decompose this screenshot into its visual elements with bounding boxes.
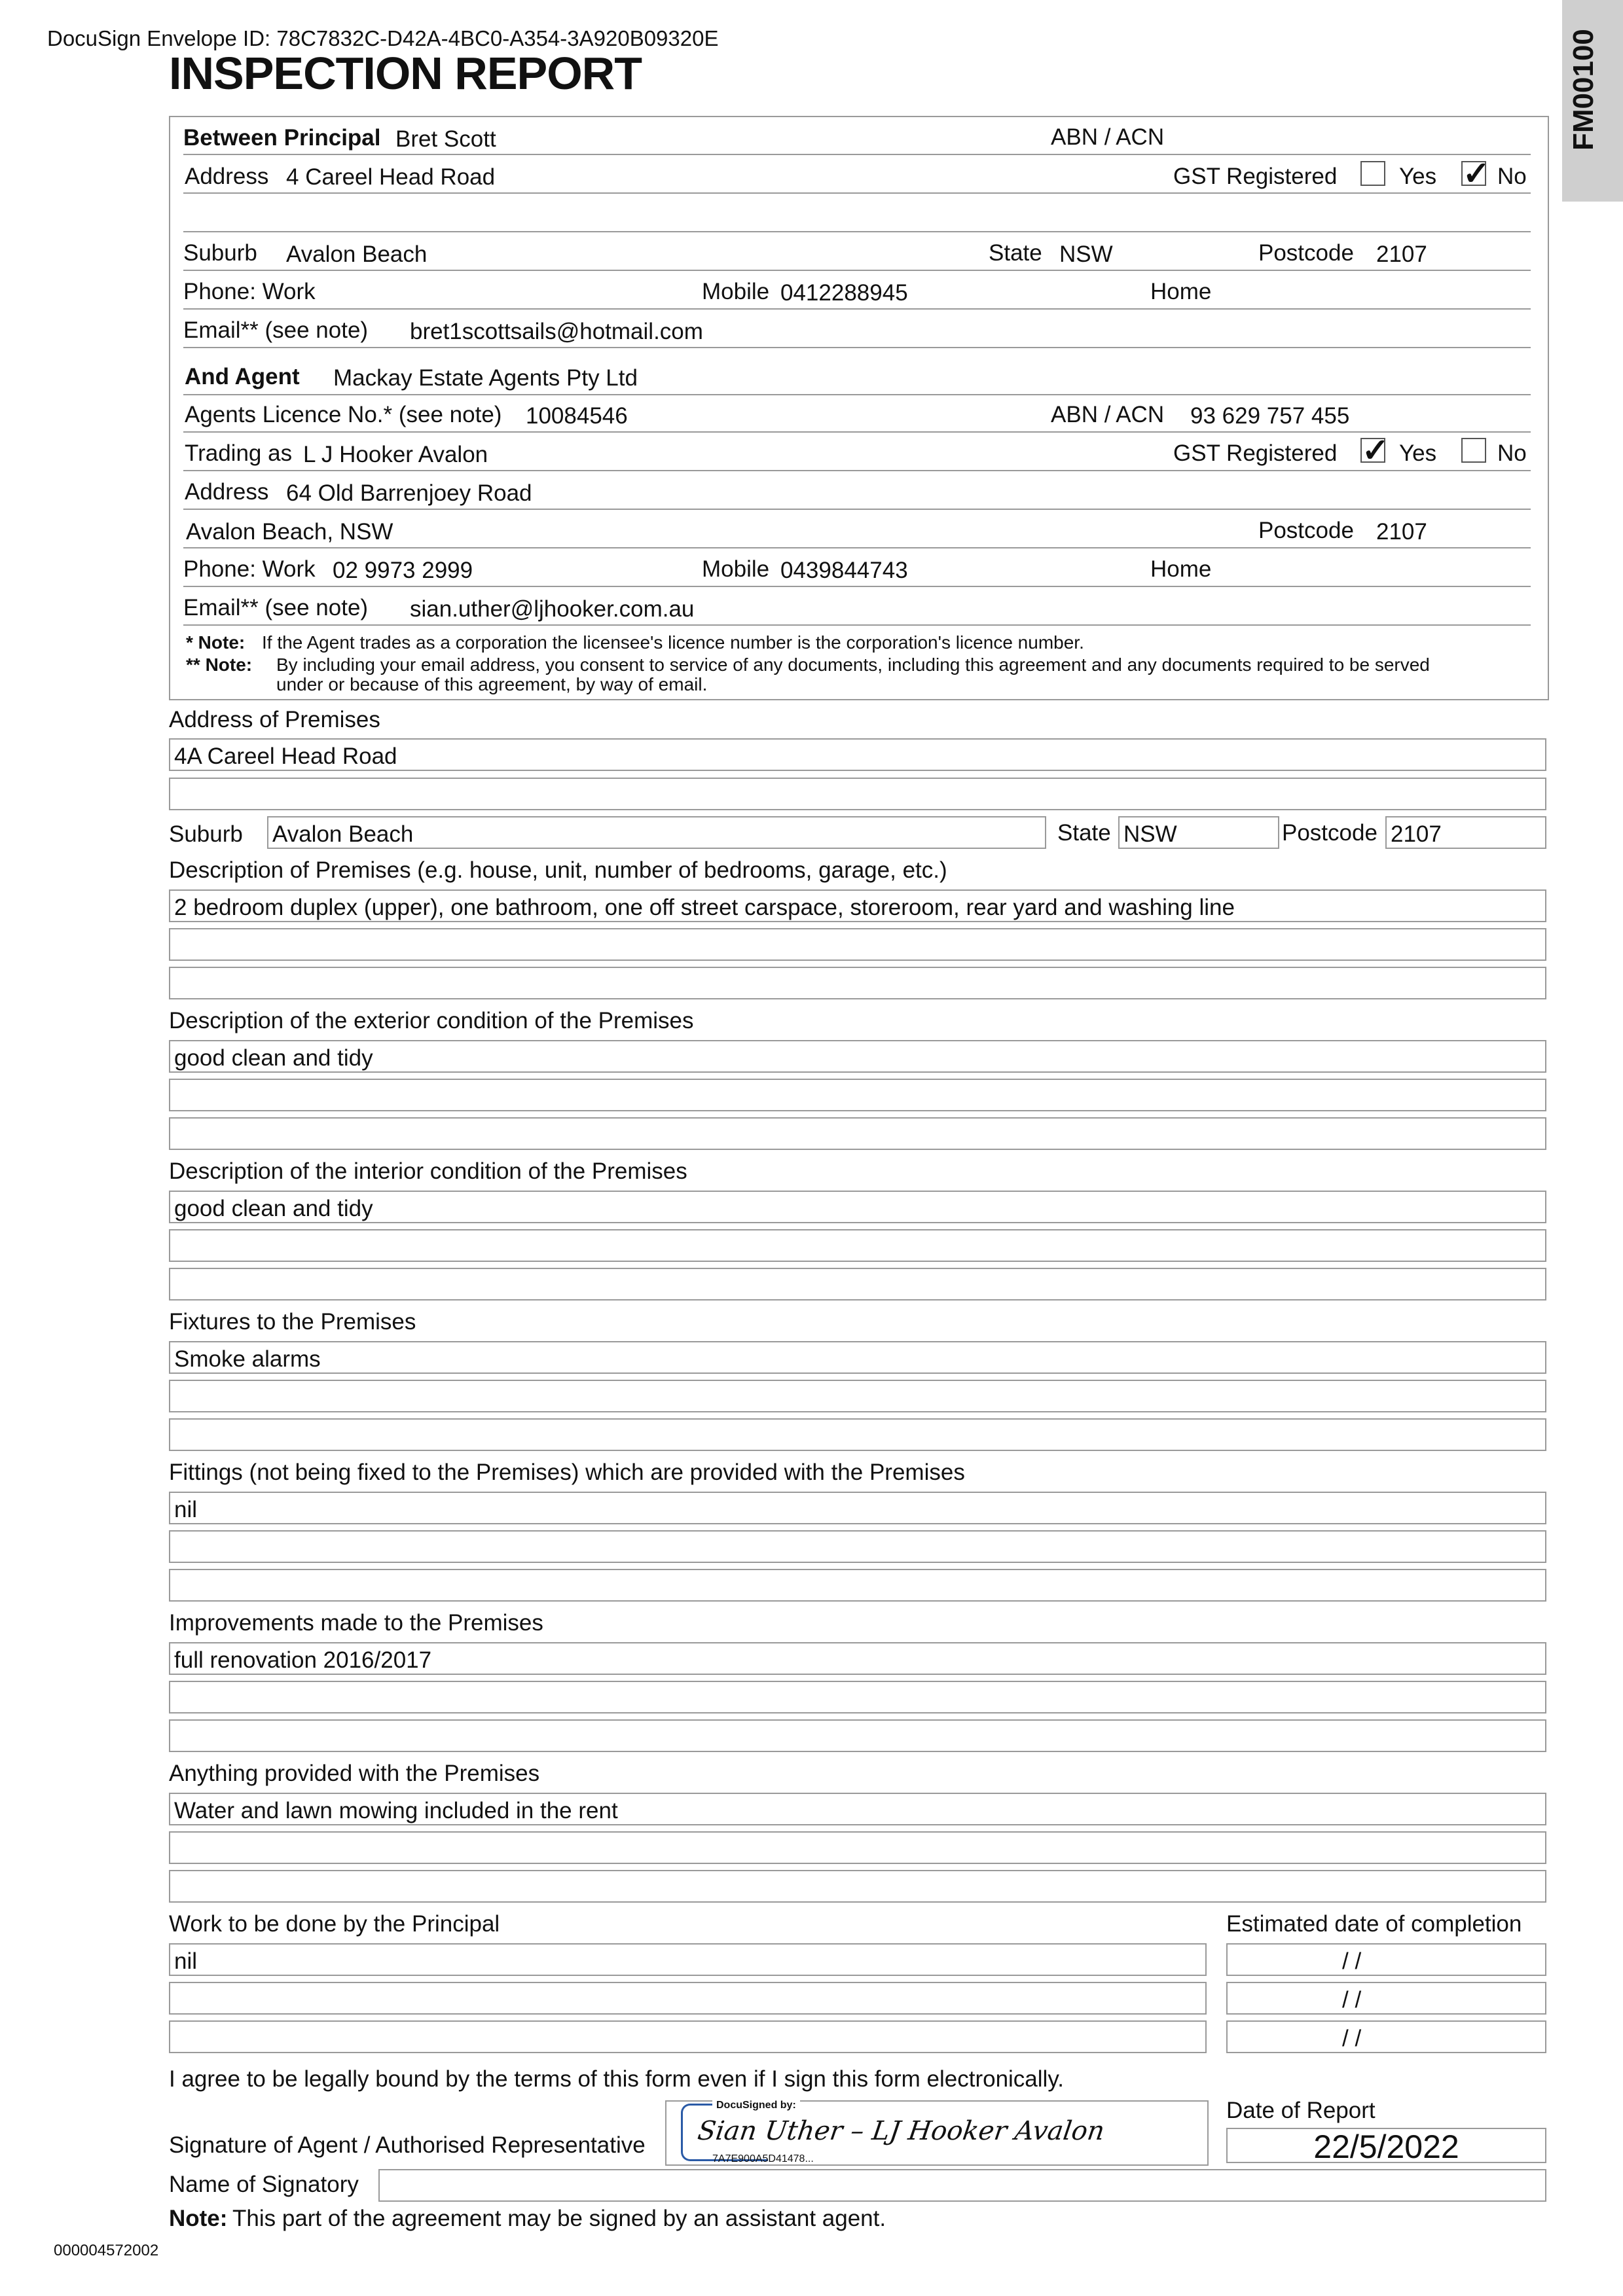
- exterior-field-3[interactable]: [169, 1117, 1546, 1150]
- exterior-field-1[interactable]: good clean and tidy: [169, 1040, 1546, 1073]
- principal-postcode: 2107: [1376, 242, 1427, 267]
- premises-address-field[interactable]: 4A Careel Head Road: [169, 738, 1546, 771]
- date-of-report-field[interactable]: 22/5/2022: [1226, 2128, 1546, 2163]
- agent-email: sian.uther@ljhooker.com.au: [410, 596, 695, 622]
- principal-gst-yes-checkbox[interactable]: [1360, 161, 1385, 186]
- signing-note: This part of the agreement may be signed by an assistant agent.: [232, 2206, 886, 2231]
- fittings-field-2[interactable]: [169, 1530, 1546, 1563]
- signature-label: Signature of Agent / Authorised Representative: [169, 2132, 646, 2158]
- principal-address-label: Address: [185, 164, 269, 189]
- improvements-field-2[interactable]: [169, 1681, 1546, 1713]
- agent-gst-label: GST Registered: [1173, 440, 1338, 466]
- date-of-report-label: Date of Report: [1226, 2098, 1376, 2123]
- principal-postcode-label: Postcode: [1258, 240, 1354, 266]
- signature-image: Sian Uther – LJ Hooker Avalon: [695, 2116, 1106, 2146]
- principal-home-label: Home: [1150, 279, 1212, 304]
- note-2-line1: By including your email address, you consent to service of any documents, including this agreement and any documents required to be served: [276, 655, 1430, 675]
- principal-gst-no-label: No: [1497, 164, 1527, 189]
- agent-abn: 93 629 757 455: [1190, 403, 1350, 429]
- principal-email-label: Email** (see note): [183, 317, 369, 343]
- note-2-label: ** Note:: [186, 655, 253, 675]
- description-label: Description of Premises (e.g. house, unit, number of bedrooms, garage, etc.): [169, 857, 947, 883]
- agent-address-label: Address: [185, 479, 269, 505]
- description-field-2[interactable]: [169, 928, 1546, 961]
- fixtures-field-2[interactable]: [169, 1380, 1546, 1412]
- description-field-3[interactable]: [169, 967, 1546, 999]
- agent-mobile: 0439844743: [780, 558, 908, 583]
- interior-label: Description of the interior condition of the Premises: [169, 1158, 687, 1184]
- agent-gst-no-checkbox[interactable]: [1461, 438, 1486, 463]
- premises-address-label: Address of Premises: [169, 707, 380, 732]
- work-field-1[interactable]: nil: [169, 1943, 1207, 1976]
- completion-date-2[interactable]: / /: [1226, 1982, 1546, 2015]
- principal-name: Bret Scott: [395, 126, 496, 152]
- signing-note-label: Note:: [169, 2206, 228, 2231]
- improvements-label: Improvements made to the Premises: [169, 1610, 543, 1636]
- principal-email: bret1scottsails@hotmail.com: [410, 319, 703, 344]
- description-field-1[interactable]: 2 bedroom duplex (upper), one bathroom, one off street carspace, storeroom, rear yard and washing line: [169, 889, 1546, 922]
- agent-postcode: 2107: [1376, 519, 1427, 545]
- premises-postcode-label: Postcode: [1282, 820, 1377, 846]
- note-1-label: * Note:: [186, 632, 246, 653]
- work-field-3[interactable]: [169, 2020, 1207, 2053]
- principal-heading: Between Principal: [183, 125, 381, 151]
- agent-address-line2: Avalon Beach, NSW: [186, 519, 393, 545]
- agent-home-label: Home: [1150, 556, 1212, 582]
- premises-state-field[interactable]: NSW: [1118, 816, 1279, 849]
- agent-trading: L J Hooker Avalon: [303, 442, 488, 467]
- note-1: If the Agent trades as a corporation the licensee's licence number is the corporation's licence number.: [262, 632, 1084, 653]
- improvements-field-1[interactable]: full renovation 2016/2017: [169, 1642, 1546, 1675]
- premises-postcode-field[interactable]: 2107: [1385, 816, 1546, 849]
- premises-suburb-field[interactable]: Avalon Beach: [267, 816, 1046, 849]
- footer-code: 000004572002: [54, 2242, 159, 2259]
- agreement-statement: I agree to be legally bound by the terms of this form even if I sign this form electronically.: [169, 2066, 1064, 2092]
- signature-id: 7A7E900A5D41478...: [712, 2153, 814, 2164]
- agent-licence: 10084546: [526, 403, 628, 429]
- improvements-field-3[interactable]: [169, 1719, 1546, 1752]
- fixtures-field-3[interactable]: [169, 1418, 1546, 1451]
- exterior-label: Description of the exterior condition of the Premises: [169, 1008, 694, 1033]
- agent-name: Mackay Estate Agents Pty Ltd: [333, 365, 638, 391]
- principal-suburb-label: Suburb: [183, 240, 257, 266]
- anything-field-2[interactable]: [169, 1831, 1546, 1864]
- premises-suburb-label: Suburb: [169, 821, 243, 847]
- name-of-signatory-field[interactable]: [378, 2169, 1546, 2202]
- note-2-line2: under or because of this agreement, by way of email.: [276, 674, 708, 694]
- work-label: Work to be done by the Principal: [169, 1911, 500, 1937]
- interior-field-1[interactable]: good clean and tidy: [169, 1191, 1546, 1223]
- anything-label: Anything provided with the Premises: [169, 1761, 540, 1786]
- agent-phone-label: Phone: Work: [183, 556, 316, 582]
- form-code: FM00100: [1567, 29, 1599, 151]
- page-title: INSPECTION REPORT: [169, 48, 642, 99]
- principal-state: NSW: [1059, 242, 1113, 267]
- principal-state-label: State: [989, 240, 1042, 266]
- agent-email-label: Email** (see note): [183, 595, 369, 620]
- agent-postcode-label: Postcode: [1258, 518, 1354, 543]
- agent-gst-no-label: No: [1497, 440, 1527, 466]
- docusigned-by-label: DocuSigned by:: [712, 2100, 800, 2111]
- premises-state-label: State: [1057, 820, 1111, 846]
- fittings-field-3[interactable]: [169, 1569, 1546, 1602]
- agent-heading: And Agent: [185, 364, 300, 389]
- interior-field-3[interactable]: [169, 1268, 1546, 1300]
- completion-date-3[interactable]: / /: [1226, 2020, 1546, 2053]
- work-field-2[interactable]: [169, 1982, 1207, 2015]
- interior-field-2[interactable]: [169, 1229, 1546, 1262]
- completion-label: Estimated date of completion: [1226, 1911, 1522, 1937]
- anything-field-3[interactable]: [169, 1870, 1546, 1903]
- principal-gst-no-checkbox[interactable]: ✓: [1463, 155, 1490, 192]
- agent-address: 64 Old Barrenjoey Road: [286, 480, 532, 506]
- principal-suburb: Avalon Beach: [286, 242, 428, 267]
- name-of-signatory-label: Name of Signatory: [169, 2172, 359, 2197]
- agent-trading-label: Trading as: [185, 440, 293, 466]
- form-code-tab: [1562, 0, 1623, 202]
- premises-address-field-2[interactable]: [169, 778, 1546, 810]
- agent-gst-yes-checkbox[interactable]: ✓: [1362, 432, 1389, 469]
- agent-gst-yes-label: Yes: [1399, 440, 1437, 466]
- principal-mobile-label: Mobile: [702, 279, 770, 304]
- agent-abn-label: ABN / ACN: [1051, 402, 1165, 427]
- principal-gst-yes-label: Yes: [1399, 164, 1437, 189]
- principal-mobile: 0412288945: [780, 280, 908, 306]
- anything-field-1[interactable]: Water and lawn mowing included in the rent: [169, 1793, 1546, 1825]
- principal-abn-label: ABN / ACN: [1051, 124, 1165, 150]
- principal-address: 4 Careel Head Road: [286, 164, 496, 190]
- principal-gst-label: GST Registered: [1173, 164, 1338, 189]
- agent-mobile-label: Mobile: [702, 556, 770, 582]
- fixtures-label: Fixtures to the Premises: [169, 1309, 416, 1335]
- fittings-label: Fittings (not being fixed to the Premises) which are provided with the Premises: [169, 1460, 965, 1485]
- principal-phone-label: Phone: Work: [183, 279, 316, 304]
- docusign-envelope-id: DocuSign Envelope ID: 78C7832C-D42A-4BC0-A354-3A920B09320E: [47, 26, 719, 50]
- fittings-field-1[interactable]: nil: [169, 1492, 1546, 1524]
- exterior-field-2[interactable]: [169, 1079, 1546, 1111]
- fixtures-field-1[interactable]: Smoke alarms: [169, 1341, 1546, 1374]
- completion-date-1[interactable]: / /: [1226, 1943, 1546, 1976]
- agent-phone: 02 9973 2999: [333, 558, 473, 583]
- agent-licence-label: Agents Licence No.* (see note): [185, 402, 502, 427]
